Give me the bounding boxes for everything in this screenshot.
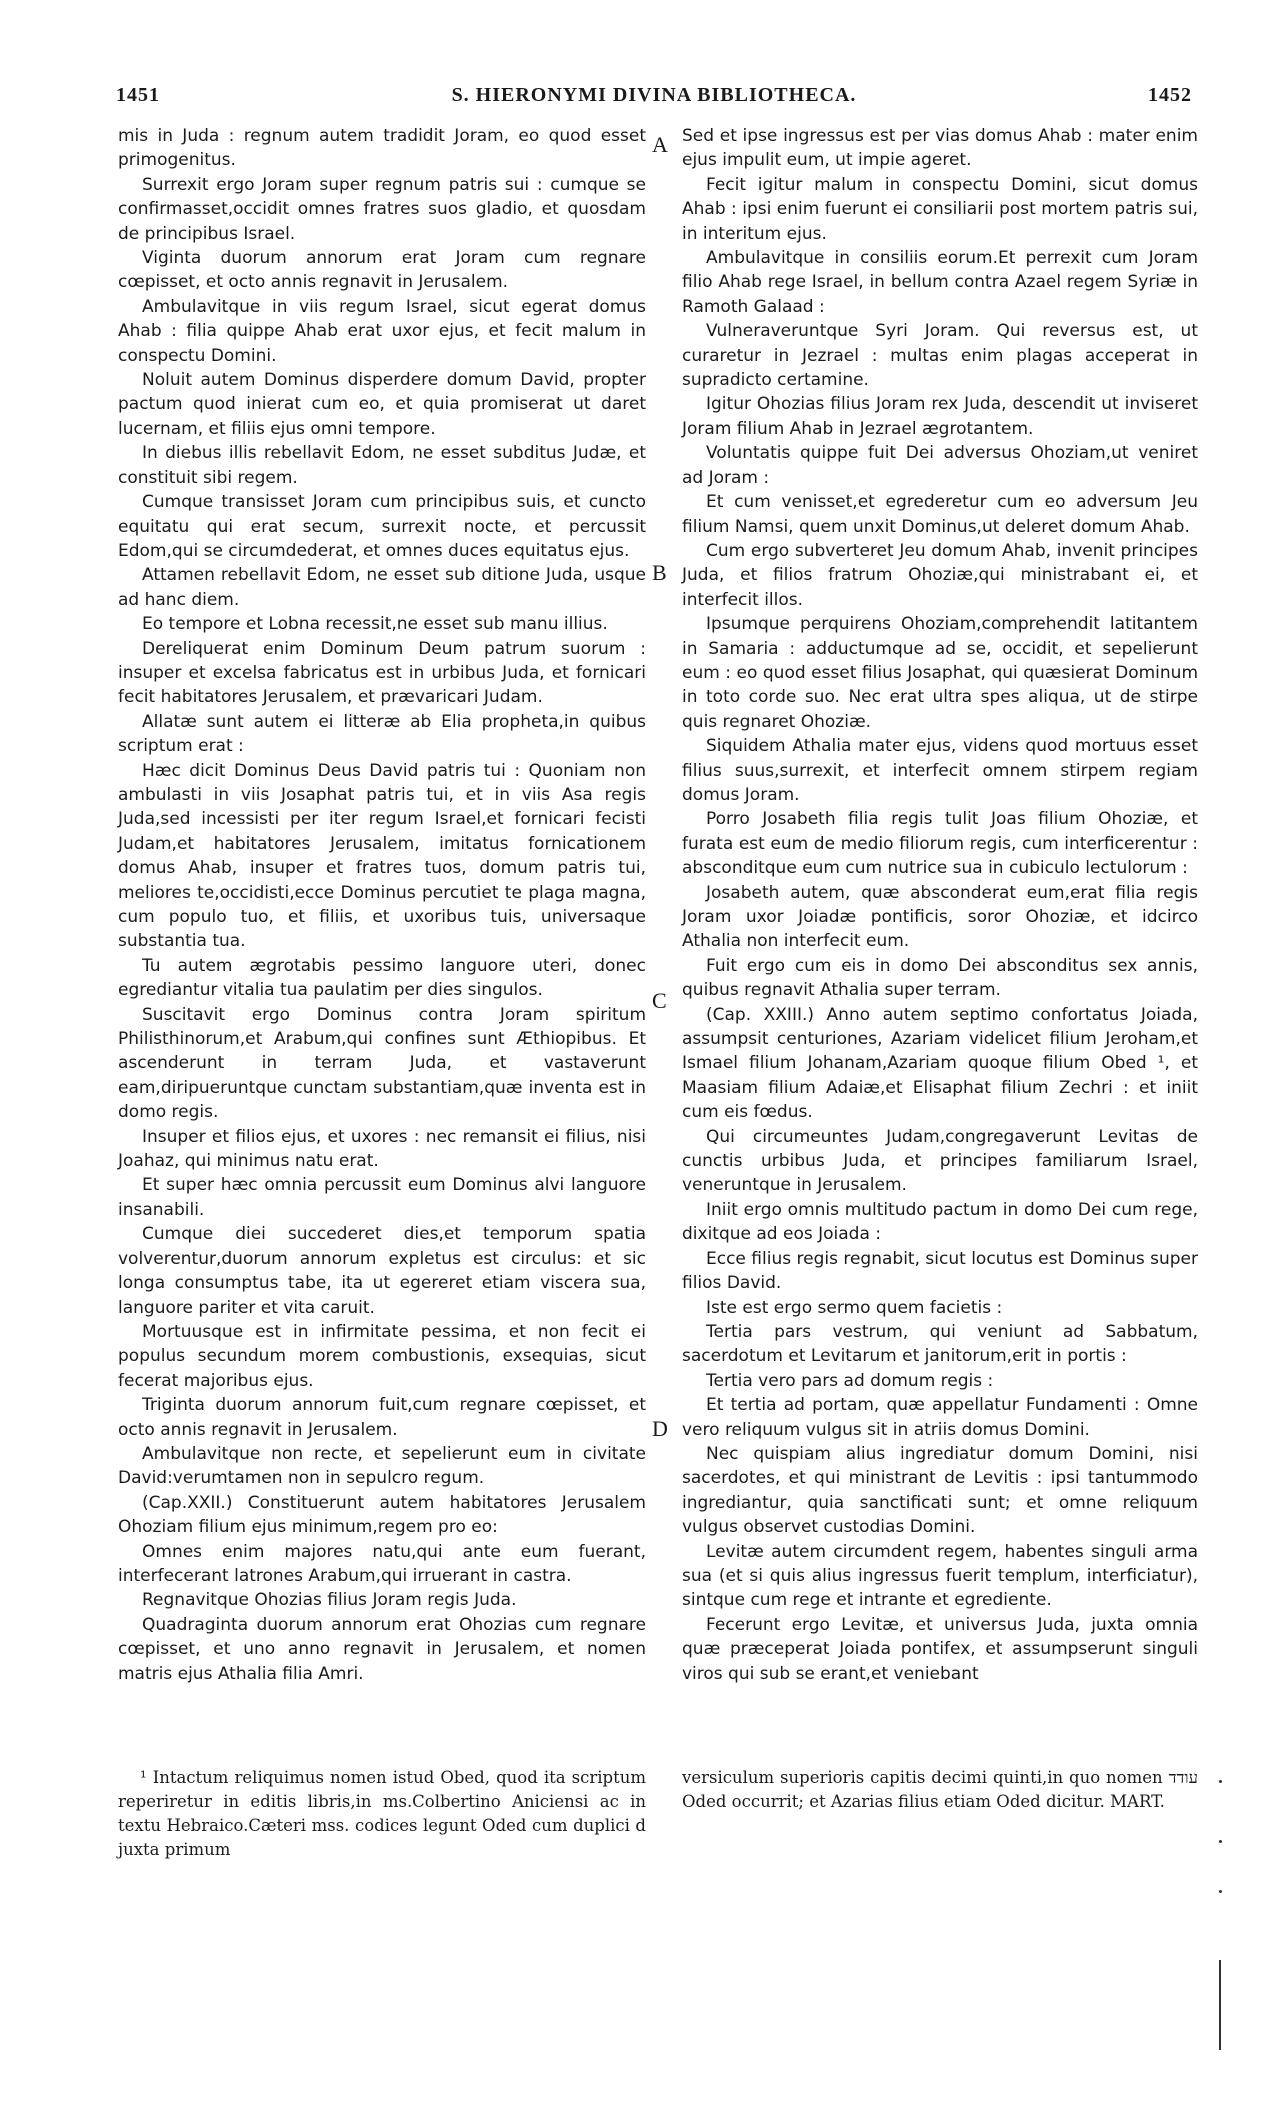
paragraph: Quadraginta duorum annorum erat Ohozias cum regnare cœpisset, et uno anno regnavit in Jerusalem, et nomen matris ejus Athalia filia Amri. bbox=[118, 1614, 646, 1684]
page-number-left: 1451 bbox=[116, 84, 160, 106]
paragraph: Cumque transisset Joram cum principibus suis, et cuncto equitatu qui erat secum, surrexit nocte, et percussit Edom,qui se circumdederat, et omnes duces equitatus ejus. bbox=[118, 492, 646, 561]
paragraph: Ambulavitque in viis regum Israel, sicut egerat domus Ahab : filia quippe Ahab erat uxor ejus, et fecit malum in conspectu Domini. bbox=[118, 296, 646, 366]
paragraph: Dereliquerat enim Dominum Deum patrum suorum : insuper et excelsa fabricatus est in urbibus Juda, et fornicari fecit habitatores Jerusalem, et prævaricari Judam. bbox=[118, 638, 646, 708]
paragraph: Regnavitque Ohozias filius Joram regis Juda. bbox=[142, 1590, 517, 1611]
paragraph: Iste est ergo sermo quem facietis : bbox=[706, 1297, 1003, 1318]
paragraph: Surrexit ergo Joram super regnum patris sui : cumque se confirmasset,occidit omnes fratres suos gladio, et quosdam de principibus Israel. bbox=[118, 174, 646, 244]
paragraph: Iniit ergo omnis multitudo pactum in domo Dei cum rege, dixitque ad eos Joiada : bbox=[682, 1199, 1198, 1245]
paragraph: Noluit autem Dominus disperdere domum David, propter pactum quod inierat cum eo, et quia promiserat ut daret lucernam, et filiis ejus omni tempore. bbox=[118, 370, 646, 439]
paragraph: Cumque diei succederet dies,et temporum spatia volverentur,duorum annorum expletus est circulus: et sic longa consumptus tabe, ita ut egereret etiam viscera sua, languore pariter et vita caruit. bbox=[118, 1224, 646, 1318]
footnote-right: versiculum superioris capitis decimi quinti,in quo nomen עודד Oded occurrit; et Azarias filius etiam Oded dicitur. MART. bbox=[682, 1768, 1198, 1811]
margin-dot bbox=[1219, 1780, 1222, 1783]
paragraph: Attamen rebellavit Edom, ne esset sub ditione Juda, usque ad hanc diem. bbox=[118, 565, 646, 610]
paragraph: Ambulavitque in consiliis eorum.Et perrexit cum Joram filio Ahab rege Israel, in bellum contra Azael regem Syriæ in Ramoth Galaad : bbox=[682, 248, 1198, 317]
paragraph: In diebus illis rebellavit Edom, ne esset subditus Judæ, et constituit sibi regem. bbox=[118, 443, 646, 488]
section-marker-a: A bbox=[652, 132, 668, 157]
right-column bbox=[682, 124, 1198, 1686]
paragraph: Fuit ergo cum eis in domo Dei absconditus sex annis, quibus regnavit Athalia super terram. bbox=[682, 955, 1198, 1001]
paragraph: (Cap. XXIII.) Anno autem septimo confortatus Joiada, assumpsit centuriones, Azariam videlicet filium Jeroham,et Ismael filium Johanam,Azariam quoque filium Obed ¹, et Maasiam filium Adaiæ,et Elisaphat filium Zechri : et iniit cum eis fœdus. bbox=[682, 1004, 1198, 1123]
running-header bbox=[116, 84, 1192, 118]
paragraph: mis in Juda : regnum autem tradidit Joram, eo quod esset primogenitus. bbox=[118, 126, 646, 171]
paragraph: Triginta duorum annorum fuit,cum regnare cœpisset, et octo annis regnavit in Jerusalem. bbox=[118, 1395, 646, 1440]
paragraph: Eo tempore et Lobna recessit,ne esset sub manu illius. bbox=[142, 614, 608, 635]
paragraph: Omnes enim majores natu,qui ante eum fuerant, interfecerant latrones Arabum,qui irruerant in castra. bbox=[118, 1541, 646, 1586]
paragraph: Fecit igitur malum in conspectu Domini, sicut domus Ahab : ipsi enim fuerunt ei consiliarii post mortem patris sui, in interitum ejus. bbox=[682, 174, 1198, 244]
margin-dot bbox=[1219, 1840, 1222, 1843]
paragraph: Cum ergo subverteret Jeu domum Ahab, invenit principes Juda, et filios fratrum Ohoziæ,qui ministrabant ei, et interfecit illos. bbox=[682, 540, 1198, 610]
footnote-left: ¹ Intactum reliquimus nomen istud Obed, quod ita scriptum reperiretur in editis libris,in ms.Colbertino Aniciensi ac in textu Hebraico.Cæteri mss. codices legunt Oded cum duplici d juxta primum bbox=[118, 1768, 646, 1859]
paragraph: Suscitavit ergo Dominus contra Joram spiritum Philisthinorum,et Arabum,qui confines sunt Æthiopibus. Et ascenderunt in terram Juda, et vastaverunt eam,diripueruntque cunctam substantiam,quæ inventa est in domo regis. bbox=[118, 1004, 646, 1123]
paragraph: (Cap.XXII.) Constituerunt autem habitatores Jerusalem Ohoziam filium ejus minimum,regem pro eo: bbox=[118, 1492, 646, 1538]
paragraph: Levitæ autem circumdent regem, habentes singuli arma sua (et si quis alius ingressus fuerit templum, interficiatur), sintque cum rege et intrante et egrediente. bbox=[682, 1541, 1198, 1611]
paragraph: Tertia vero pars ad domum regis : bbox=[706, 1370, 994, 1391]
paragraph: Qui circumeuntes Judam,congregaverunt Levitas de cunctis urbibus Juda, et principes familiarum Israel, veneruntque in Jerusalem. bbox=[682, 1126, 1198, 1196]
paragraph: Nec quispiam alius ingrediatur domum Domini, nisi sacerdotes, et qui ministrant de Levitis : ipsi tantummodo ingrediantur, quia sanctificati sunt; et omne reliquum vulgus observet custodias Domini. bbox=[682, 1443, 1198, 1538]
paragraph: Viginta duorum annorum erat Joram cum regnare cœpisset, et octo annis regnavit in Jerusalem. bbox=[118, 248, 646, 293]
left-column bbox=[118, 124, 646, 1686]
paragraph: Tertia pars vestrum, qui veniunt ad Sabbatum, sacerdotum et Levitarum et janitorum,erit in portis : bbox=[682, 1321, 1198, 1367]
margin-rule bbox=[1219, 1960, 1221, 2050]
paragraph: Ecce filius regis regnabit, sicut locutus est Dominus super filios David. bbox=[682, 1248, 1198, 1294]
paragraph: Siquidem Athalia mater ejus, videns quod mortuus esset filius suus,surrexit, et interfecit omnem stirpem regiam domus Joram. bbox=[682, 736, 1198, 805]
paragraph: Insuper et filios ejus, et uxores : nec remansit ei filius, nisi Joahaz, qui minimus natu erat. bbox=[118, 1126, 646, 1172]
paragraph: Hæc dicit Dominus Deus David patris tui : Quoniam non ambulasti in viis Josaphat patris tui, et in viis Asa regis Juda,sed incessisti per iter regum Israel,et fornicari fecisti Judam,et habitatores Jerusalem, imitatus fornicationem domus Ahab, insuper et fratres tuos, domum patris tui, meliores te,occidisti,ecce Dominus percutiet te plaga magna, cum populo tuo, et filiis, et uxoribus tuis, universaque substantia tua. bbox=[118, 760, 646, 952]
paragraph: Fecerunt ergo Levitæ, et universus Juda, juxta omnia quæ præceperat Joiada pontifex, et assumpserunt singuli viros qui sub se erant,et veniebant bbox=[682, 1614, 1198, 1684]
paragraph: Voluntatis quippe fuit Dei adversus Ohoziam,ut veniret ad Joram : bbox=[682, 443, 1198, 488]
section-marker-d: D bbox=[652, 1416, 668, 1441]
page-number-right: 1452 bbox=[1148, 84, 1192, 106]
paragraph: Ambulavitque non recte, et sepelierunt eum in civitate David:verumtamen non in sepulcro regum. bbox=[118, 1443, 646, 1489]
paragraph: Josabeth autem, quæ absconderat eum,erat filia regis Joram uxor Joiadæ pontificis, soror Ohoziæ, et idcirco Athalia non interfecit eum. bbox=[682, 882, 1198, 952]
paragraph: Et tertia ad portam, quæ appellatur Fundamenti : Omne vero reliquum vulgus sit in atriis domus Domini. bbox=[682, 1395, 1198, 1440]
running-title: S. HIERONYMI DIVINA BIBLIOTHECA. bbox=[451, 84, 857, 106]
paragraph: Ipsumque perquirens Ohoziam,comprehendit latitantem in Samaria : adductumque ad se, occidit, et sepelierunt eum : eo quod esset filius Josaphat, qui quæsierat Dominum in toto corde suo. Nec erat ultra spes aliqua, ut de stirpe quis regnaret Ohoziæ. bbox=[682, 614, 1198, 732]
paragraph: Et super hæc omnia percussit eum Dominus alvi languore insanabili. bbox=[118, 1175, 646, 1220]
paragraph: Mortuusque est in infirmitate pessima, et non fecit ei populus secundum morem combustionis, exsequias, sicut fecerat majoribus ejus. bbox=[118, 1321, 646, 1391]
paragraph: Porro Josabeth filia regis tulit Joas filium Ohoziæ, et furata est eum de medio filiorum regis, cum interficerentur : absconditque eum cum nutrice sua in cubiculo lectulorum : bbox=[682, 809, 1198, 879]
section-marker-c: C bbox=[652, 988, 667, 1013]
paragraph: Igitur Ohozias filius Joram rex Juda, descendit ut inviseret Joram filium Ahab in Jezrael ægrotantem. bbox=[682, 394, 1198, 439]
paragraph: Tu autem ægrotabis pessimo languore uteri, donec egrediantur vitalia tua paulatim per dies singulos. bbox=[118, 955, 646, 1001]
paragraph: Allatæ sunt autem ei litteræ ab Elia propheta,in quibus scriptum erat : bbox=[118, 711, 646, 757]
margin-dot bbox=[1219, 1890, 1222, 1893]
margin-marks bbox=[1216, 1780, 1226, 2060]
paragraph: Sed et ipse ingressus est per vias domus Ahab : mater enim ejus impulit eum, ut impie ageret. bbox=[682, 126, 1198, 171]
paragraph: Et cum venisset,et egrederetur cum eo adversum Jeu filium Namsi, quem unxit Dominus,ut deleret domum Ahab. bbox=[682, 492, 1198, 537]
section-marker-b: B bbox=[652, 560, 667, 585]
paragraph: Vulneraveruntque Syri Joram. Qui reversus est, ut curaretur in Jezrael : multas enim plagas acceperat in supradicto certamine. bbox=[682, 321, 1198, 391]
